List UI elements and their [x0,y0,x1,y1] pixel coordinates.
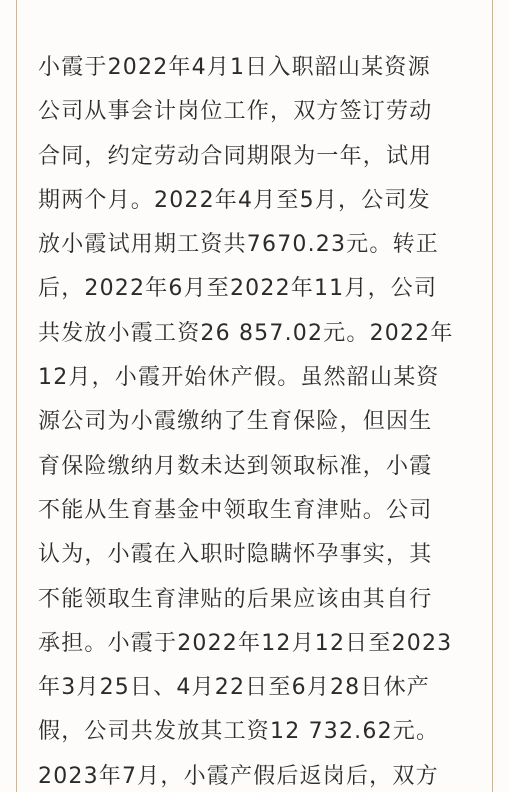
text-line: 不能领取生育津贴的后果应该由其自行 [38,586,433,612]
article-text [38,46,478,792]
text-line: 承担。小霞于2022年12月12日至2023 [38,630,453,656]
text-line: 期两个月。2022年4月至5月，公司发 [38,187,431,213]
text-line: 放小霞试用期工资共7670.23元。转正 [38,232,439,258]
text-line: 共发放小霞工资26 857.02元。2022年 [38,320,454,346]
text-line: 后，2022年6月至2022年11月，公司 [38,276,438,302]
text-line: 12月，小霞开始休产假。虽然韶山某资 [38,365,440,391]
right-border-line [492,0,493,792]
text-line: 源公司为小霞缴纳了生育保险，但因生 [38,409,433,435]
text-line: 公司从事会计岗位工作，双方签订劳动 [38,99,433,125]
text-line: 假，公司共发放其工资12 732.62元。 [38,719,440,745]
text-line: 年3月25日、4月22日至6月28日休产 [38,675,430,701]
text-line: 育保险缴纳月数未达到领取标准，小霞 [38,453,433,479]
text-line: 合同，约定劳动合同期限为一年，试用 [38,143,433,169]
text-line: 2023年7月，小霞产假后返岗后，双方 [38,763,439,789]
text-line: 小霞于2022年4月1日入职韶山某资源 [38,55,431,80]
left-border-line [16,0,17,792]
text-line: 认为，小霞在入职时隐瞒怀孕事实，其 [38,542,433,568]
text-line: 不能从生育基金中领取生育津贴。公司 [38,497,433,523]
